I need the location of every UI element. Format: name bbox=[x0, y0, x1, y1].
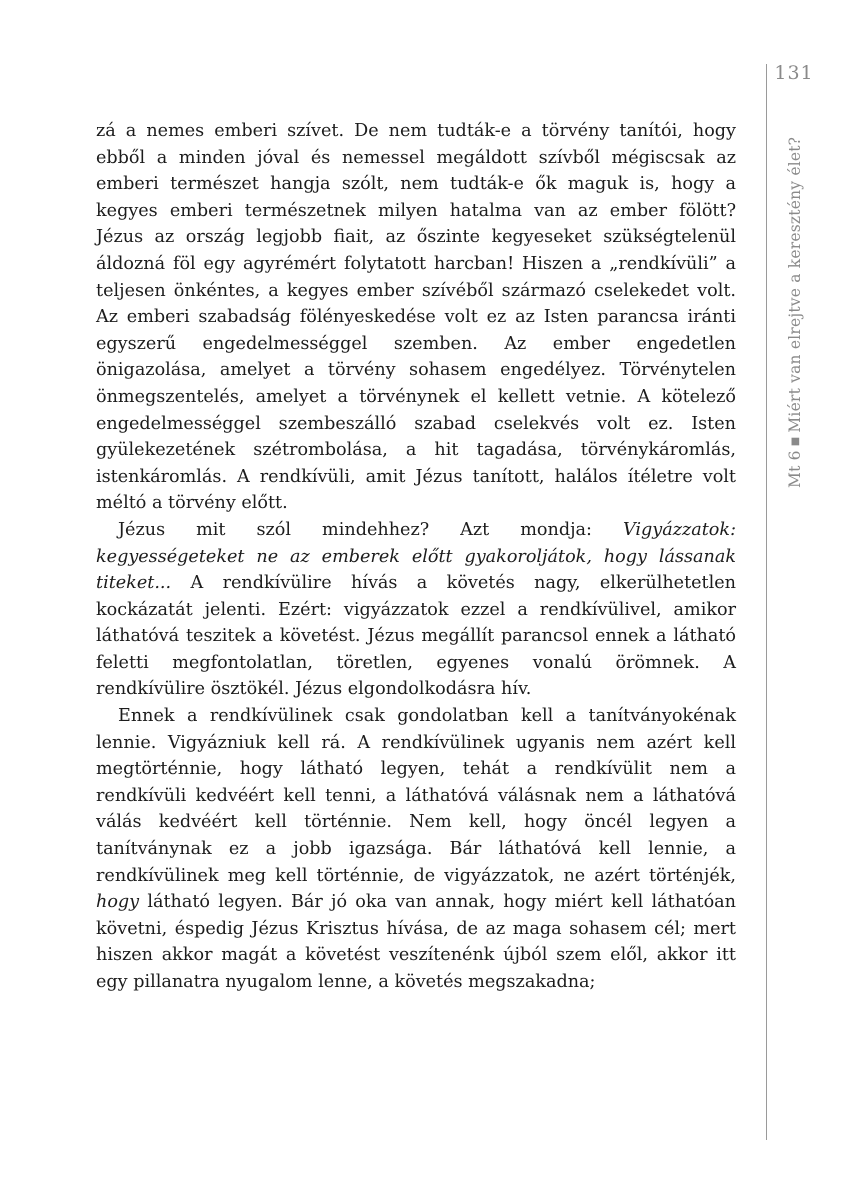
running-head bbox=[786, 88, 804, 488]
paragraph-3 bbox=[96, 703, 736, 996]
margin-rule bbox=[766, 64, 767, 1140]
paragraph-2-start: Jézus mit szól mindehhez? Azt mondja: bbox=[118, 519, 623, 540]
paragraph-2-end: A rendkívülire hívás a követés nagy, elkerülhetetlen kockázatát jelenti. Ezért: vigyázzatok ezzel a rendkívülivel, amikor láthatóvá teszitek a követést. Jézus megállít parancsol ennek a látható feletti megfontolatlan, töretlen, egyenes vonalú örömnek. A rendkívülire ösztökél. Jézus elgondolkodásra hív. bbox=[96, 573, 736, 700]
paragraph-3-start: Ennek a rendkívülinek csak gondolatban kell a tanítványokénak lennie. Vigyázniuk kell rá. A rendkívülinek ugyanis nem azért kell megtörténnie, hogy látható legyen, tehát a rendkívülit nem a rendkívüli kedvéért kell tenni, a láthatóvá válásnak nem a láthatóvá válás kedvéért kell történnie. Nem kell, hogy öncél legyen a tanítványnak ez a jobb igazsága. Bár láthatóvá kell lennie, a rendkívülinek meg kell történnie, de vigyázzatok, ne azért történjék, bbox=[96, 706, 736, 886]
page-number: 131 bbox=[774, 62, 814, 84]
paragraph-2-quote: Vigyázzatok: kegyességeteket ne az emberek előtt gyakoroljátok, hogy lássanak titeket... bbox=[96, 519, 736, 594]
running-head-separator: ■ bbox=[790, 436, 801, 447]
running-head-title: Miért van elrejtve a keresztény élet? bbox=[786, 136, 804, 433]
running-head-chapter: Mt 6 bbox=[786, 450, 804, 488]
paragraph-3-emphasis: hogy bbox=[96, 892, 140, 913]
paragraph-1: zá a nemes emberi szívet. De nem tudták-e a törvény tanítói, hogy ebből a minden jóval és nemessel megáldott szívből mégiscsak az emberi természet hangja szólt, nem tudták-e ők maguk is, hogy a kegyes emberi természetnek milyen hatalma van az ember fölött? Jézus az ország legjobb fiait, az őszinte kegyeseket szükségtelenül áldozná föl egy agyrémért folytatott harcban! Hiszen a „rendkívüli” a teljesen önkéntes, a kegyes ember szívéből származó cselekedet volt. Az emberi szabadság fölényeskedése volt ez az Isten parancsa iránti egyszerű engedelmességgel szemben. Az ember engedetlen önigazolása, amelyet a törvény sohasem engedélyez. Törvénytelen önmegszentelés, amelyet a törvénynek el kellett vetnie. A kötelező engedelmességgel szembeszálló szabad cselekvés volt ez. Isten gyülekezetének szétrombolása, a hit tagadása, törvénykáromlás, istenkáromlás. A rendkívüli, amit Jézus tanított, halálos ítéletre volt méltó a törvény előtt. bbox=[96, 121, 736, 514]
body-text bbox=[96, 118, 736, 996]
paragraph-2 bbox=[96, 517, 736, 703]
paragraph-3-end: látható legyen. Bár jó oka van annak, hogy miért kell láthatóan követni, éspedig Jézus Krisztus hívása, de az maga sohasem cél; mert hiszen akkor magát a követést veszítenénk újból szem elől, akkor itt egy pillanatra nyugalom lenne, a követés megszakadna; bbox=[96, 892, 736, 992]
